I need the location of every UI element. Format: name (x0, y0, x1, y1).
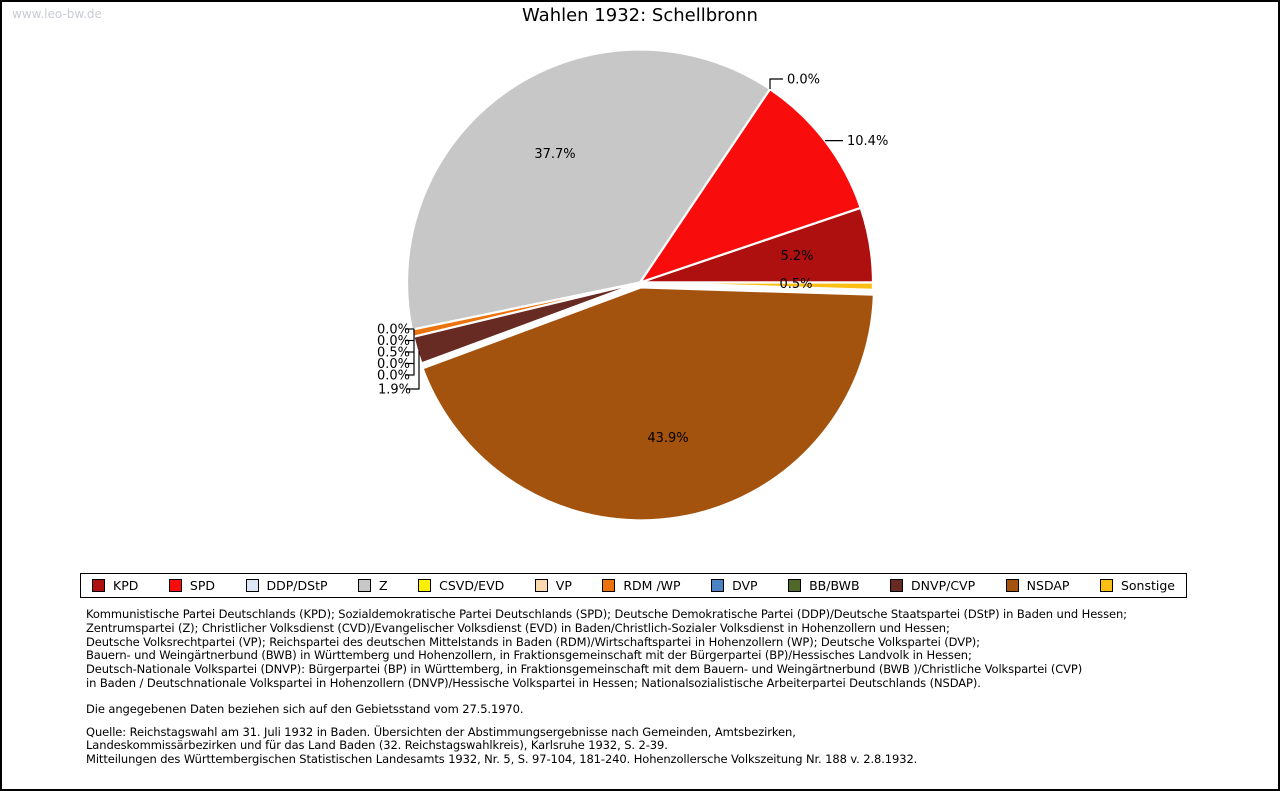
legend (80, 573, 1187, 598)
legend-label: SPD (189, 578, 215, 593)
legend-swatch-sonstige (1100, 579, 1113, 592)
source-line: Landeskommissärbezirken und für das Land Baden (32. Reichstagswahlkreis), Karlsruhe 1932, S. 2-39. (86, 738, 668, 753)
source-line: Quelle: Reichstagswahl am 31. Juli 1932 in Baden. Übersichten der Abstimmungsergebnisse nach Gemeinden, Amtsbezirken, (86, 725, 796, 739)
legend-item-sonstige (1100, 578, 1175, 593)
source-line: Mitteilungen des Württembergischen Statistischen Landesamts 1932, Nr. 5, S. 97-104, 181-240. Hohenzollersche Volkszeitung Nr. 188 v. 2.8.1932. (86, 751, 918, 766)
party-explanation-line: in Baden / Deutschnationale Volkspartei in Hohenzollern (DNVP)/Hessische Volkspartei in Hessen; Nationalsozialistische Arbeiterpartei Deutschlands (NSDAP). (86, 675, 981, 690)
legend-label: Z (379, 578, 388, 593)
legend-swatch-kpd (92, 579, 105, 592)
legend-item-bb-bwb (788, 578, 859, 593)
page-title: Wahlen 1932: Schellbronn (522, 5, 758, 26)
legend-swatch-nsdap (1006, 579, 1019, 592)
party-explanation-line: Deutsche Volksrechtpartei (VP); Reichspartei des deutschen Mittelstands in Baden (RDM)/Wirtschaftspartei in Hohenzollern (WP); Deutsche Volkspartei (DVP); (86, 634, 980, 649)
party-explanation-line: Kommunistische Partei Deutschlands (KPD); Sozialdemokratische Partei Deutschlands (SPD); Deutsche Demokratische Partei (DDP)/Deutsche Staatspartei (DStP) in Baden und Hessen; (86, 607, 1127, 621)
legend-swatch-dvp (711, 579, 724, 592)
legend-label: RDM /WP (623, 578, 681, 593)
legend-label: DNVP/CVP (911, 578, 976, 593)
watermark: www.leo-bw.de (12, 7, 102, 21)
legend-item-spd (169, 578, 215, 593)
slice-value-label: 0.0% (376, 334, 410, 349)
legend-item-rdm-wp (602, 578, 680, 593)
legend-label: DDP/DStP (266, 578, 328, 593)
legend-swatch-rdm-wp (602, 579, 615, 592)
party-explanation (86, 608, 1127, 691)
slice-value-label: 10.4% (847, 134, 889, 149)
slice-value-label: 0.0% (376, 322, 410, 338)
legend-label: DVP (732, 578, 758, 593)
legend-label: CSVD/EVD (439, 578, 505, 593)
legend-item-nsdap (1006, 578, 1070, 593)
slice-value-label: 37.7% (534, 147, 576, 162)
legend-swatch-spd (169, 579, 182, 592)
slice-value-label: 0.5% (376, 345, 410, 361)
legend-item-z (358, 578, 388, 593)
leader-line (770, 79, 783, 89)
legend-item-kpd (92, 578, 138, 593)
legend-swatch-csvd-evd (418, 579, 431, 592)
source-note (86, 726, 917, 766)
slice-value-label: 5.2% (780, 249, 814, 264)
slice-value-label: 0.5% (779, 277, 813, 292)
party-explanation-line: Bauern- und Weingärtnerbund (BWB) in Württemberg und Hohenzollern, in Fraktionsgemeinschaft mit der Bürgerpartei (BP)/Hessisches Landvolk in Hessen; (86, 648, 972, 663)
legend-label: VP (555, 578, 572, 593)
gebietsstand-note (86, 703, 523, 717)
legend-item-dnvp-cvp (890, 578, 975, 593)
legend-item-csvd-evd (418, 578, 504, 593)
legend-item-vp (535, 578, 572, 593)
legend-label: NSDAP (1026, 578, 1070, 593)
legend-label: Sonstige (1120, 578, 1175, 593)
slice-value-label: 43.9% (647, 431, 689, 446)
legend-item-dvp (711, 578, 758, 593)
legend-swatch-ddp-dstp (246, 579, 259, 592)
pie-chart (2, 2, 1280, 572)
legend-item-ddp-dstp (246, 578, 328, 593)
slice-value-label: 1.9% (377, 382, 411, 398)
party-explanation-line: Deutsch-Nationale Volkspartei (DNVP): Bürgerpartei (BP) in Württemberg, in Fraktionsgemeinschaft mit dem Bauern- und Weingärtnerbund (BWB )/Christliche Volkspartei (CVP) (86, 662, 1083, 677)
legend-label: KPD (113, 578, 139, 593)
legend-swatch-dnvp-cvp (890, 579, 903, 592)
legend-swatch-vp (535, 579, 548, 592)
gebietsstand-text: Die angegebenen Daten beziehen sich auf den Gebietsstand vom 27.5.1970. (86, 702, 524, 716)
legend-swatch-bb-bwb (788, 579, 801, 592)
legend-label: BB/BWB (809, 578, 860, 593)
slice-value-label: 0.0% (376, 368, 410, 384)
slice-value-label: 0.0% (376, 357, 410, 372)
legend-swatch-z (358, 579, 371, 592)
slice-value-label: 0.0% (787, 72, 821, 88)
party-explanation-line: Zentrumspartei (Z); Christlicher Volksdienst (CVD)/Evangelischer Volksdienst (EVD) in Baden/Christlich-Sozialer Volksdienst in Hohenzollern und Hessen; (86, 620, 950, 635)
